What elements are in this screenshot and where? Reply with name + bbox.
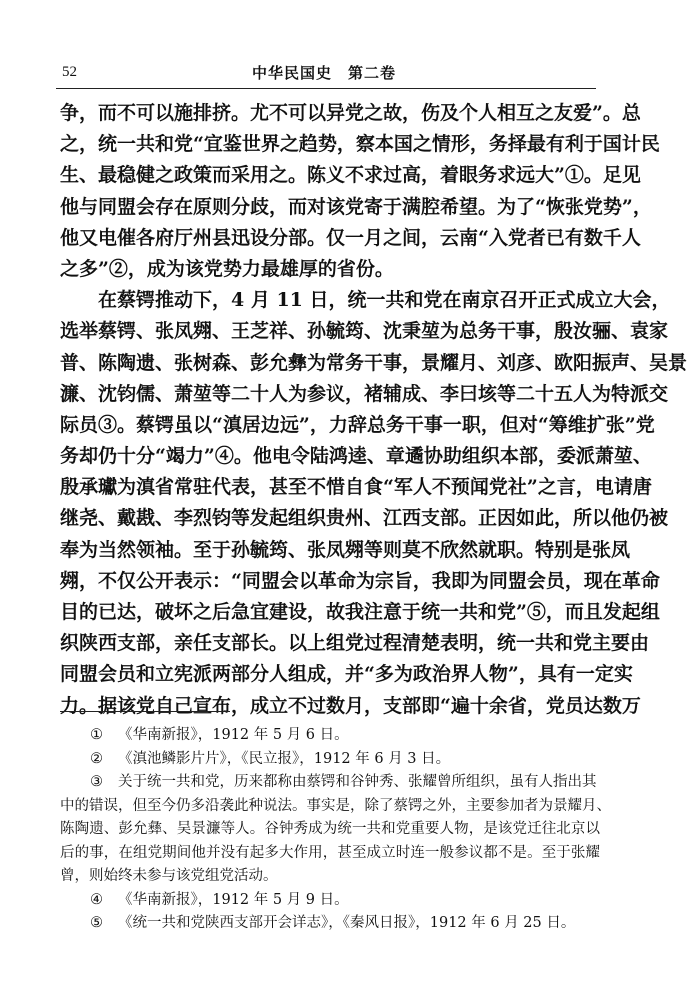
text-line: 在蔡锷推动下，4 月 11 日，统一共和党在南京召开正式成立大会， <box>98 289 671 312</box>
footnote-mark: ③ <box>90 774 103 790</box>
text-line: 选举蔡锷、张凤翙、王芝祥、孙毓筠、沈秉堃为总务干事，殷汝骊、袁家 <box>60 320 669 343</box>
footnote-4 <box>60 889 600 913</box>
footnote-3-line: 陈陶遗、彭允彝、吴景濂等人。谷钟秀成为统一共和党重要人物，是该党迁往北京以 <box>60 821 600 837</box>
footnote-mark: ④ <box>90 891 103 908</box>
footnote-3-line: 曾，则始终未参与该党组党活动。 <box>60 868 278 884</box>
footnote-text: 《华南新报》，1912 年 5 月 9 日。 <box>118 891 349 908</box>
footnote-mark: ① <box>90 727 103 743</box>
footnotes <box>60 724 611 936</box>
footnote-rule <box>60 711 230 712</box>
footnote-3-line: 后的事，在组党期间他并没有起多大作用，甚至成立时连一般参议都不是。至于张耀 <box>60 844 600 861</box>
page-number: 52 <box>62 64 77 80</box>
footnote-text: 《统一共和党陕西支部开会详志》，《秦风日报》，1912 年 6 月 25 日。 <box>118 915 576 931</box>
text-line: 之，统一共和党“宜鉴世界之趋势，察本国之情形，务择最有利于国计民 <box>60 133 660 156</box>
text-line: 他又电催各府厅州县迅设分部。仅一月之间，云南“入党者已有数千人 <box>60 226 641 249</box>
text-line: 际员③。蔡锷虽以“滇居边远”，力辞总务干事一职，但对“筹维扩张”党 <box>60 413 655 436</box>
text-line: 织陕西支部，亲任支部长。以上组党过程清楚表明，统一共和党主要由 <box>60 632 650 655</box>
footnote-1 <box>60 724 600 748</box>
footnote-mark: ② <box>90 750 103 767</box>
text-line: 奉为当然领袖。至于孙毓筠、张凤翙等则莫不欣然就职。特别是张凤 <box>60 538 631 561</box>
running-title: 中华民国史 第二卷 <box>251 64 396 82</box>
footnote-mark: ⑤ <box>90 915 103 931</box>
page-header <box>56 62 592 84</box>
text-line: 目的已达，破坏之后急宜建设，故我注意于统一共和党”⑤，而且发起组 <box>60 601 660 623</box>
text-line: 争，而不可以施排挤。尤不可以异党之故，伤及个人相互之友爱”。总 <box>60 102 641 124</box>
text-line: 务却仍十分“竭力”④。他电令陆鸿逵、章遹协助组织本部，委派萧堃、 <box>60 445 652 468</box>
footnote-text: 关于统一共和党，历来都称由蔡锷和谷钟秀、张耀曾所组织，虽有人指出其 <box>118 774 597 790</box>
footnote-text: 《滇池鳞影片片》，《民立报》，1912 年 6 月 3 日。 <box>118 750 451 767</box>
footnote-3 <box>60 771 600 795</box>
text-line: 他与同盟会存在原则分歧，而对该党寄于满腔希望。为了“恢张党势”， <box>60 195 652 218</box>
text-line: 普、陈陶遗、张树森、彭允彝为常务干事，景耀月、刘彦、欧阳振声、吴景 <box>60 351 687 374</box>
footnote-text: 《华南新报》，1912 年 5 月 6 日。 <box>118 727 349 743</box>
footnote-3-line: 中的错误，但至今仍多沿袭此种说法。事实是，除了蔡锷之外，主要参加者为景耀月、 <box>60 797 611 814</box>
header-rule <box>56 88 596 89</box>
text-line: 力。据该党自己宣布，成立不过数月，支部即“遍十余省，党员达数万 <box>60 694 641 717</box>
body-text <box>60 98 687 722</box>
text-line: 生、最稳健之政策而采用之。陈义不求过高，着眼务求远大”①。足见 <box>60 164 641 187</box>
footnote-5 <box>60 912 600 936</box>
text-line: 同盟会员和立宪派两部分人组成，并“多为政治界人物”，具有一定实 <box>60 663 633 686</box>
text-line: 殷承瓛为滇省常驻代表，甚至不惜自食“军人不预闻党社”之言，电请唐 <box>60 476 652 499</box>
text-line: 之多”②，成为该党势力最雄厚的省份。 <box>60 257 394 280</box>
text-line: 继尧、戴戡、李烈钧等发起组织贵州、江西支部。正因如此，所以他仍被 <box>60 507 669 530</box>
text-line: 濂、沈钧儒、萧堃等二十人为参议，褚辅成、李曰垓等二十五人为特派交 <box>60 382 669 405</box>
text-line: 翙，不仅公开表示：“同盟会以革命为宗旨，我即为同盟会员，现在革命 <box>60 569 660 592</box>
footnote-2 <box>60 748 600 772</box>
